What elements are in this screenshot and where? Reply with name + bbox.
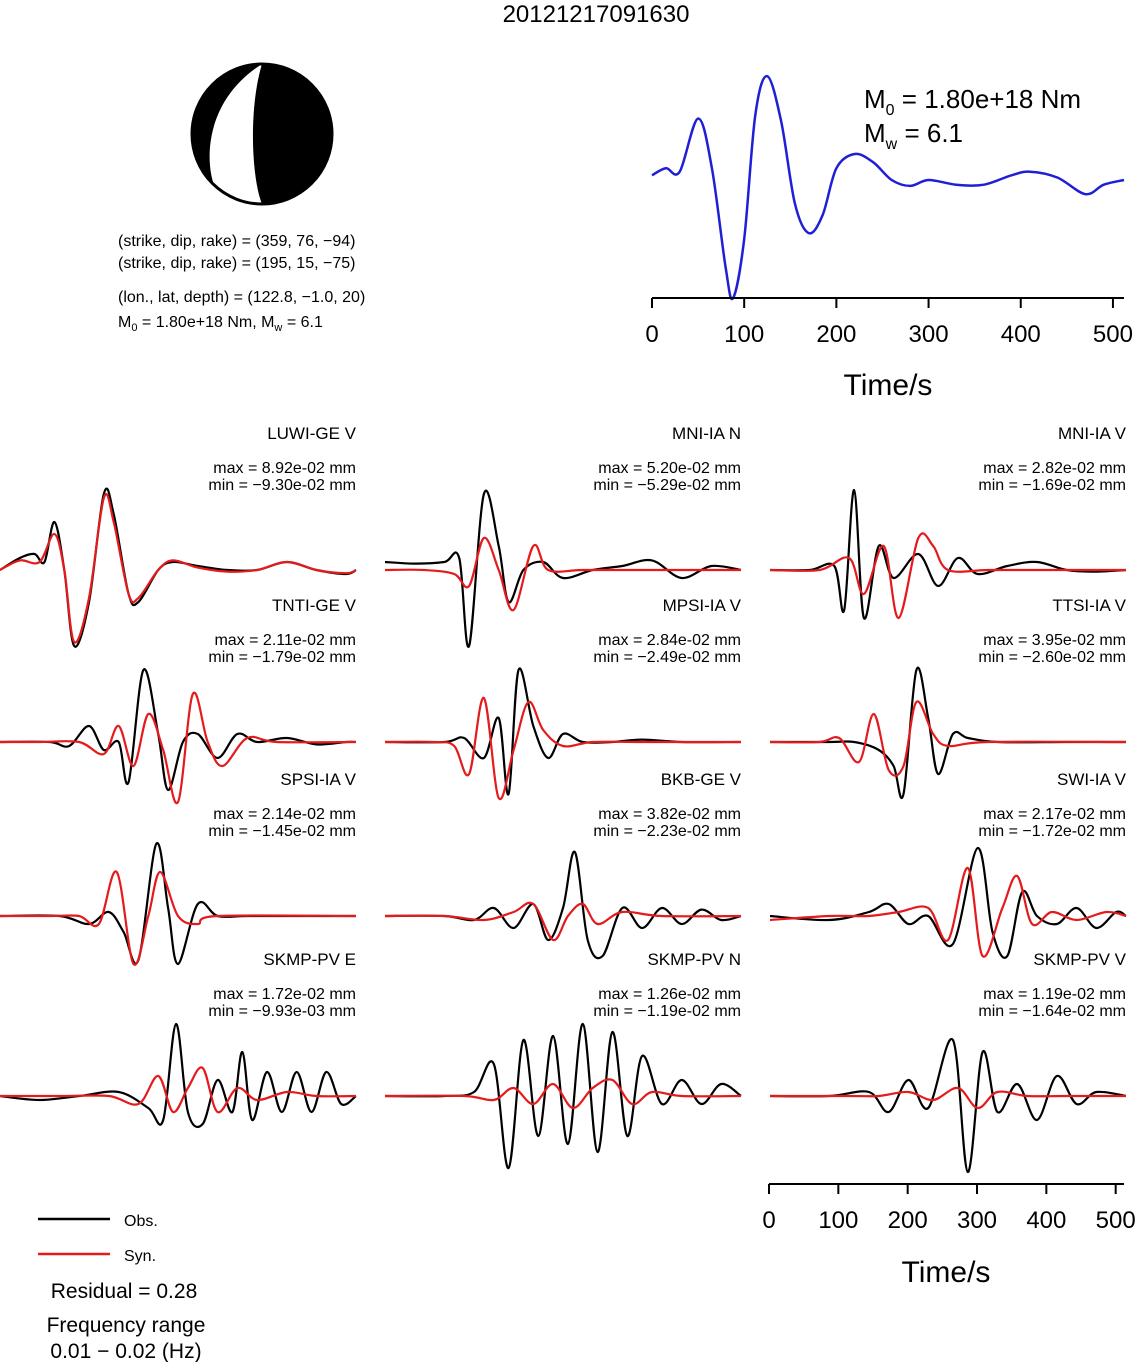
waveform-panel	[770, 950, 1127, 1172]
waveform-panel	[385, 596, 742, 799]
observed-trace	[385, 491, 741, 647]
stf-x-tick-label: 300	[908, 321, 949, 348]
observed-trace	[0, 489, 356, 647]
residual-label: Residual = 0.28	[50, 1280, 198, 1303]
min-amplitude-label: min = −2.49e-02 mm	[593, 649, 741, 666]
waveform-panel	[385, 770, 742, 958]
stf-moment-label	[864, 84, 1081, 153]
max-amplitude-label: max = 2.84e-02 mm	[598, 632, 741, 649]
min-amplitude-label: min = −2.23e-02 mm	[593, 823, 741, 840]
max-amplitude-label: max = 2.11e-02 mm	[214, 632, 356, 649]
stf-x-tick-label: 0	[645, 321, 659, 348]
waveform-panel	[770, 424, 1127, 619]
max-amplitude-label: max = 3.82e-02 mm	[598, 806, 741, 823]
max-amplitude-label: max = 2.82e-02 mm	[983, 460, 1126, 477]
min-amplitude-label: min = −5.29e-02 mm	[593, 477, 741, 494]
observed-trace	[385, 852, 741, 959]
max-amplitude-label: max = 5.20e-02 mm	[598, 460, 741, 477]
min-amplitude-label: min = −1.69e-02 mm	[978, 477, 1126, 494]
location-depth: (lon., lat, depth) = (122.8, −1.0, 20)	[118, 289, 366, 306]
station-label: TTSI-IA V	[1052, 596, 1126, 615]
moment-line: $M_0 = 1.80e+18$ Nm, $M_w = 6.1$	[118, 314, 323, 334]
station-label: LUWI-GE V	[267, 424, 356, 443]
max-amplitude-label: max = 2.14e-02 mm	[213, 806, 356, 823]
station-label: BKB-GE V	[660, 770, 741, 789]
bottom-x-tick-label: 300	[956, 1207, 998, 1234]
focal-mechanism-beachball	[192, 64, 332, 204]
max-amplitude-label: max = 1.72e-02 mm	[213, 986, 356, 1003]
max-amplitude-label: max = 8.92e-02 mm	[213, 460, 356, 477]
bottom-x-tick-label: 200	[887, 1207, 928, 1234]
source-time-function-panel	[645, 76, 1133, 402]
max-amplitude-label: max = 1.19e-02 mm	[983, 986, 1126, 1003]
stf-x-tick-label: 400	[1000, 321, 1041, 348]
station-label: SKMP-PV N	[647, 950, 741, 969]
frequency-range-value: 0.01 − 0.02 (Hz)	[50, 1340, 202, 1362]
stf-x-tick-label: 500	[1092, 321, 1133, 348]
min-amplitude-label: min = −2.60e-02 mm	[978, 649, 1126, 666]
max-amplitude-label: max = 3.95e-02 mm	[983, 632, 1126, 649]
bottom-x-axis-label: Time/s	[901, 1256, 991, 1289]
observed-trace	[0, 843, 356, 964]
min-amplitude-label: min = −1.64e-02 mm	[978, 1003, 1126, 1020]
stf-x-tick-label: 200	[816, 321, 857, 348]
waveform-grid	[0, 424, 1127, 1172]
figure-title: 20121217091630	[502, 1, 690, 28]
min-amplitude-label: min = −1.19e-02 mm	[593, 1003, 741, 1020]
legend	[38, 1213, 205, 1362]
bottom-x-tick-label: 500	[1095, 1207, 1136, 1234]
waveform-panel	[770, 596, 1127, 798]
station-label: SPSI-IA V	[280, 770, 356, 789]
min-amplitude-label: min = −9.30e-02 mm	[208, 477, 356, 494]
legend-syn-label: Syn.	[124, 1248, 157, 1265]
synthetic-trace	[770, 868, 1126, 957]
station-label: MNI-IA V	[1057, 424, 1126, 443]
max-amplitude-label: max = 1.26e-02 mm	[598, 986, 741, 1003]
observed-trace	[0, 1024, 356, 1127]
bottom-x-tick-label: 0	[762, 1207, 776, 1234]
station-label: TNTI-GE V	[271, 596, 356, 615]
stf-x-axis-label: Time/s	[843, 369, 933, 402]
min-amplitude-label: min = −1.79e-02 mm	[208, 649, 356, 666]
nodal-plane-2: (strike, dip, rake) = (195, 15, −75)	[118, 255, 356, 272]
station-label: SWI-IA V	[1057, 770, 1126, 789]
max-amplitude-label: max = 2.17e-02 mm	[983, 806, 1126, 823]
legend-obs-label: Obs.	[124, 1213, 158, 1230]
svg-text:M0 = 1.80e+18 Nm: $M_0 = 1.80e+18$ Nm	[864, 84, 1082, 119]
frequency-range-label: Frequency range	[46, 1314, 206, 1337]
stf-x-tick-label: 100	[724, 321, 765, 348]
waveform-panel	[0, 950, 356, 1127]
bottom-x-tick-label: 400	[1026, 1207, 1067, 1234]
mechanism-info	[118, 233, 365, 334]
waveform-time-axis	[762, 1184, 1135, 1289]
station-label: MNI-IA N	[672, 424, 741, 443]
station-label: SKMP-PV E	[263, 950, 356, 969]
waveform-panel	[385, 950, 741, 1168]
bottom-x-tick-label: 100	[818, 1207, 859, 1234]
svg-text:Mw = 6.1: $M_w = 6.1$	[864, 118, 964, 153]
synthetic-trace	[0, 494, 356, 643]
observed-trace	[770, 1039, 1126, 1172]
station-label: MPSI-IA V	[662, 596, 741, 615]
synthetic-trace	[770, 701, 1126, 775]
waveform-panel	[770, 770, 1127, 958]
min-amplitude-label: min = −1.45e-02 mm	[208, 823, 356, 840]
station-label: SKMP-PV V	[1033, 950, 1126, 969]
min-amplitude-label: min = −9.93e-03 mm	[208, 1003, 356, 1020]
nodal-plane-1: (strike, dip, rake) = (359, 76, −94)	[118, 233, 356, 250]
min-amplitude-label: min = −1.72e-02 mm	[978, 823, 1126, 840]
